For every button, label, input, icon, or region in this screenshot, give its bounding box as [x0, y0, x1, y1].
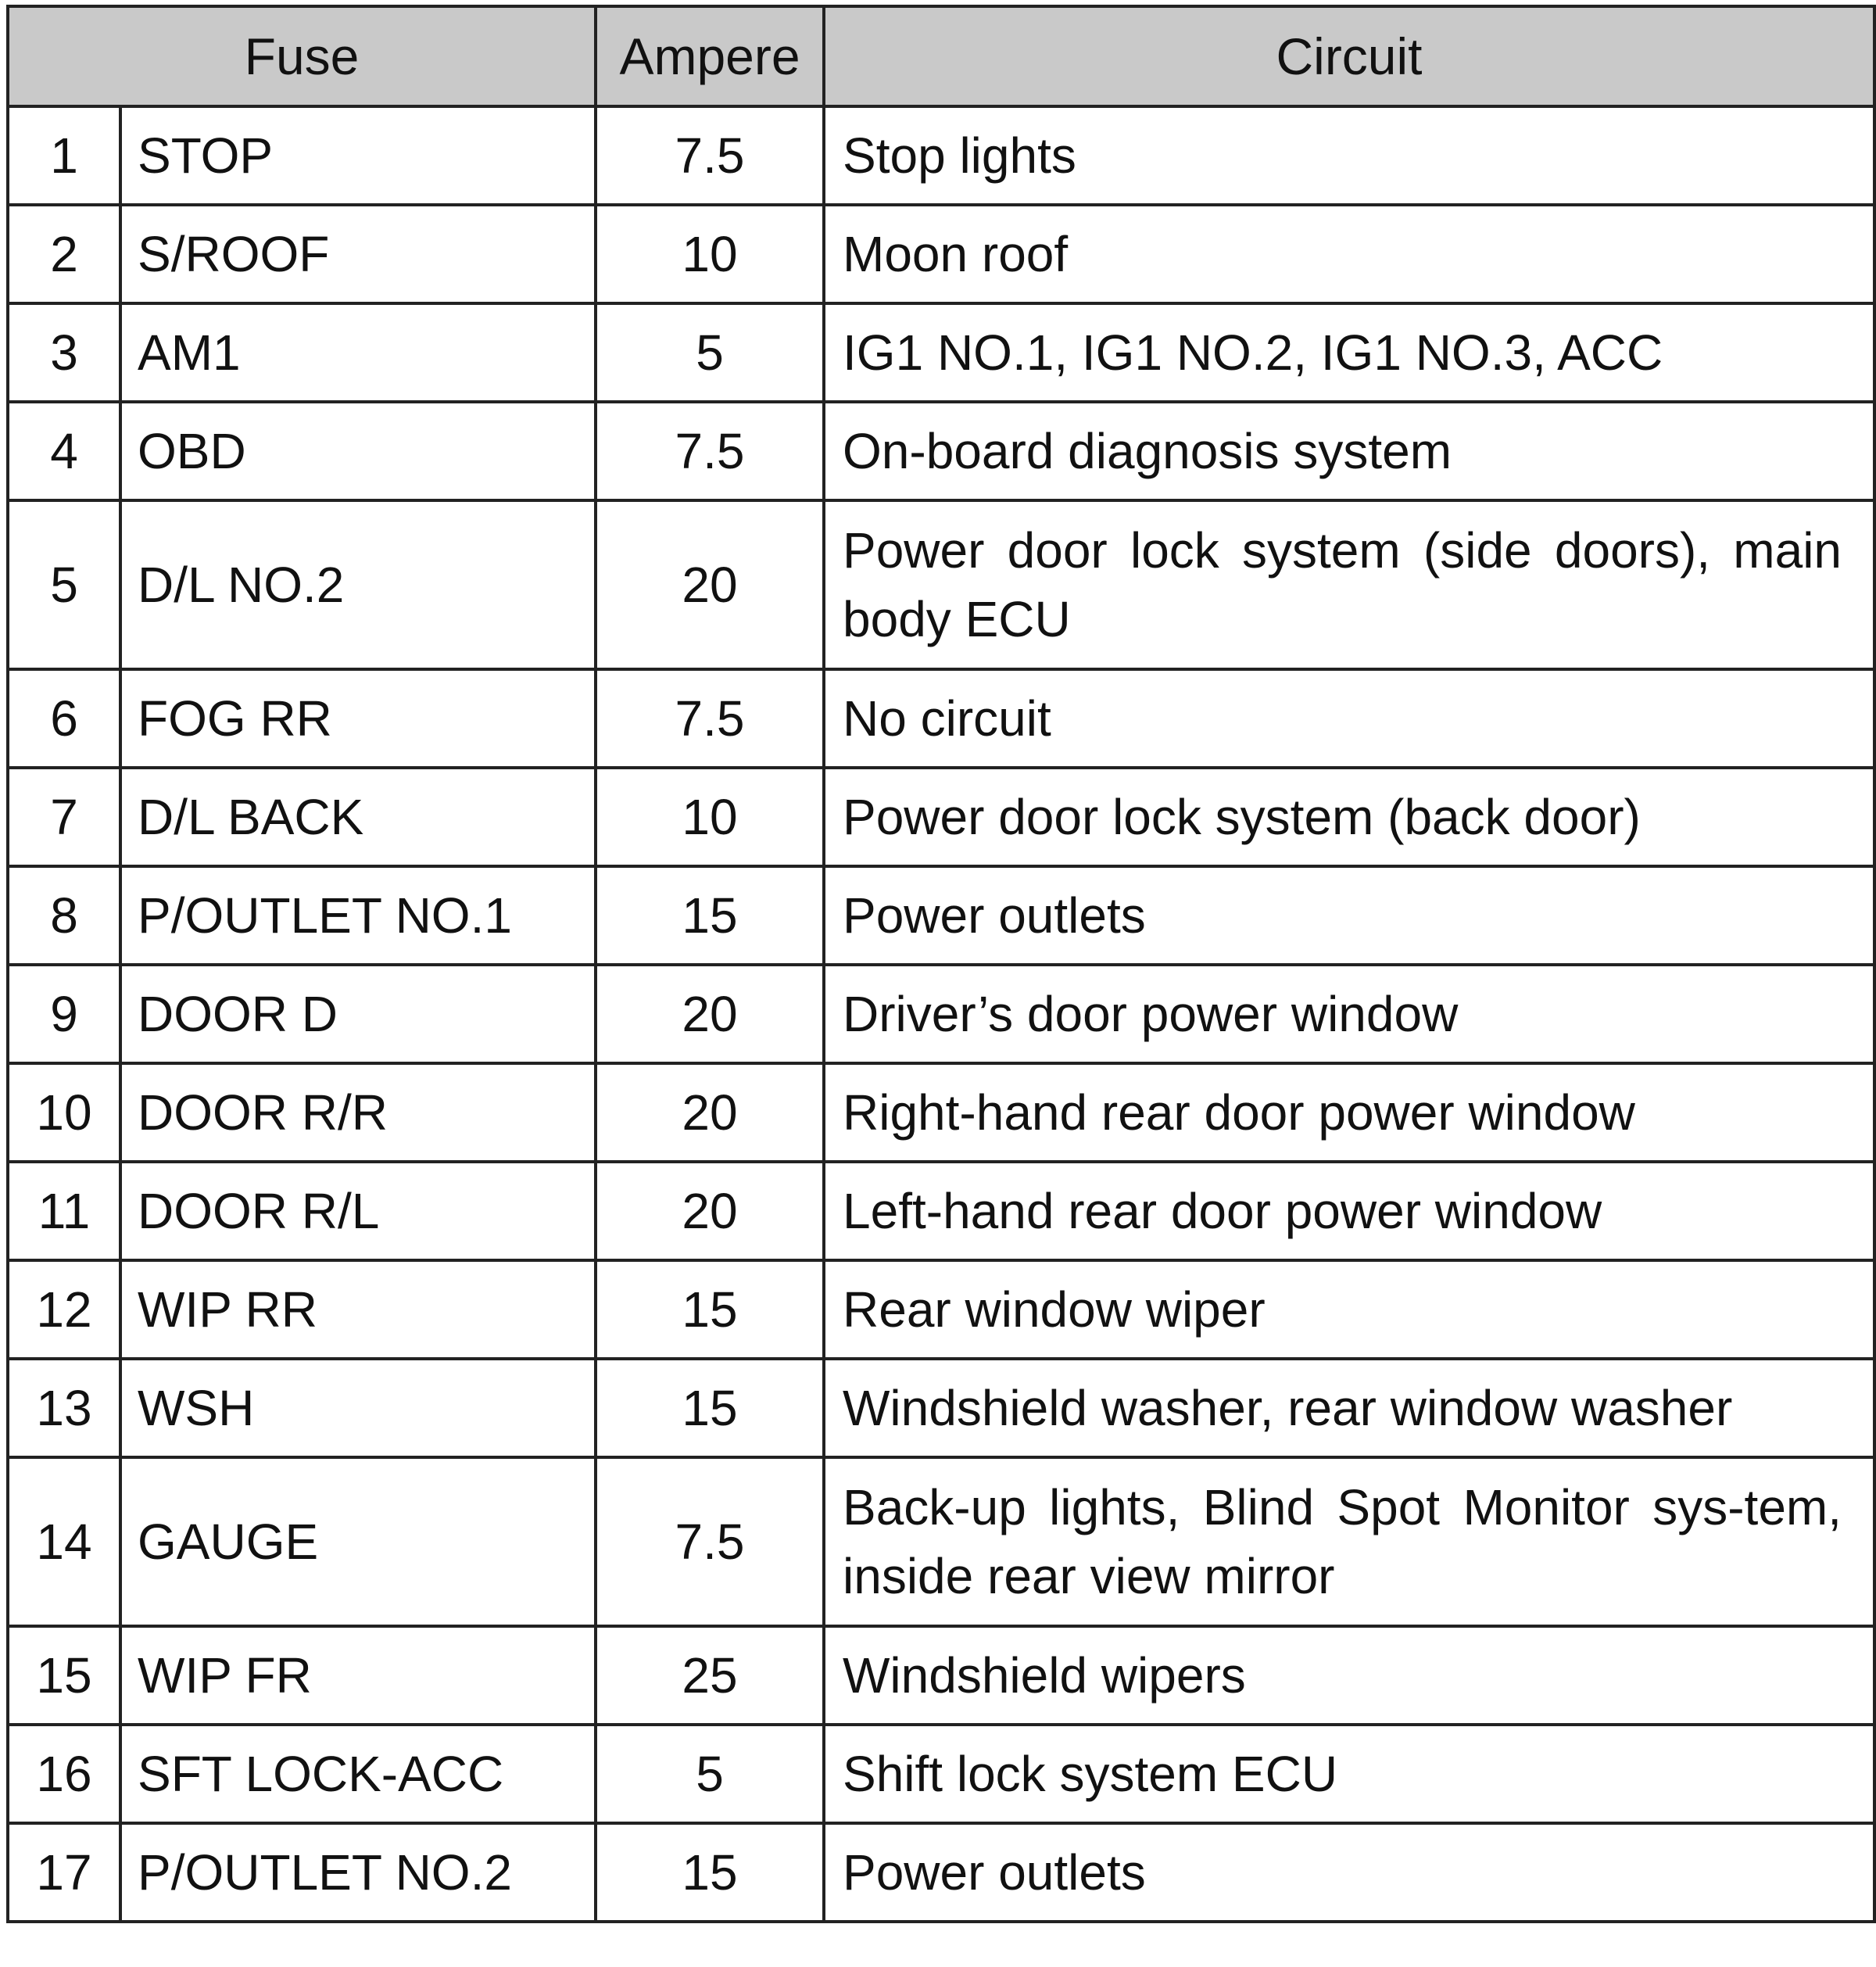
fuse-number: 6 — [8, 669, 120, 768]
fuse-name: OBD — [120, 402, 596, 500]
fuse-name: WIP RR — [120, 1260, 596, 1359]
fuse-circuit: On-board diagnosis system — [824, 402, 1874, 500]
fuse-name: P/OUTLET NO.2 — [120, 1823, 596, 1922]
fuse-number: 14 — [8, 1457, 120, 1626]
fuse-number: 7 — [8, 768, 120, 866]
fuse-ampere: 25 — [596, 1626, 824, 1725]
table-row — [8, 768, 1874, 866]
table-row — [8, 106, 1874, 205]
fuse-name: S/ROOF — [120, 205, 596, 303]
table-row — [8, 1359, 1874, 1457]
fuse-number: 15 — [8, 1626, 120, 1725]
fuse-ampere: 7.5 — [596, 1457, 824, 1626]
table-row — [8, 669, 1874, 768]
fuse-ampere: 5 — [596, 303, 824, 402]
fuse-number: 3 — [8, 303, 120, 402]
fuse-number: 11 — [8, 1162, 120, 1260]
fuse-number: 2 — [8, 205, 120, 303]
fuse-circuit: Right-hand rear door power window — [824, 1063, 1874, 1162]
fuse-circuit: Left-hand rear door power window — [824, 1162, 1874, 1260]
fuse-circuit: Stop lights — [824, 106, 1874, 205]
fuse-ampere: 15 — [596, 866, 824, 965]
fuse-name: P/OUTLET NO.1 — [120, 866, 596, 965]
fuse-ampere: 7.5 — [596, 669, 824, 768]
fuse-ampere: 20 — [596, 500, 824, 669]
fuse-circuit: Driver’s door power window — [824, 965, 1874, 1063]
fuse-number: 17 — [8, 1823, 120, 1922]
fuse-ampere: 15 — [596, 1359, 824, 1457]
fuse-number: 12 — [8, 1260, 120, 1359]
fuse-circuit: Moon roof — [824, 205, 1874, 303]
table-row — [8, 500, 1874, 669]
fuse-number: 10 — [8, 1063, 120, 1162]
fuse-ampere: 7.5 — [596, 106, 824, 205]
table-row — [8, 303, 1874, 402]
fuse-ampere: 5 — [596, 1725, 824, 1823]
fuse-ampere: 15 — [596, 1823, 824, 1922]
table-row — [8, 1162, 1874, 1260]
fuse-ampere: 10 — [596, 768, 824, 866]
fuse-number: 9 — [8, 965, 120, 1063]
fuse-circuit: Shift lock system ECU — [824, 1725, 1874, 1823]
fuse-circuit: Power door lock system (back door) — [824, 768, 1874, 866]
header-circuit: Circuit — [824, 6, 1874, 106]
fuse-ampere: 20 — [596, 1162, 824, 1260]
table-row — [8, 1457, 1874, 1626]
fuse-name: DOOR D — [120, 965, 596, 1063]
fuse-circuit: IG1 NO.1, IG1 NO.2, IG1 NO.3, ACC — [824, 303, 1874, 402]
fuse-circuit: Back-up lights, Blind Spot Monitor sys-tem, inside rear view mirror — [824, 1457, 1874, 1626]
table-row — [8, 402, 1874, 500]
fuse-number: 13 — [8, 1359, 120, 1457]
fuse-name: D/L BACK — [120, 768, 596, 866]
fuse-name: GAUGE — [120, 1457, 596, 1626]
fuse-circuit: Rear window wiper — [824, 1260, 1874, 1359]
header-ampere: Ampere — [596, 6, 824, 106]
fuse-number: 4 — [8, 402, 120, 500]
header-row — [8, 6, 1874, 106]
fuse-table — [6, 5, 1876, 1923]
table-row — [8, 205, 1874, 303]
fuse-name: AM1 — [120, 303, 596, 402]
fuse-name: WIP FR — [120, 1626, 596, 1725]
fuse-circuit: Power door lock system (side doors), main body ECU — [824, 500, 1874, 669]
table-row — [8, 965, 1874, 1063]
fuse-number: 8 — [8, 866, 120, 965]
fuse-number: 5 — [8, 500, 120, 669]
header-fuse: Fuse — [8, 6, 596, 106]
fuse-ampere: 10 — [596, 205, 824, 303]
table-row — [8, 1260, 1874, 1359]
fuse-circuit: No circuit — [824, 669, 1874, 768]
fuse-number: 16 — [8, 1725, 120, 1823]
table-row — [8, 1626, 1874, 1725]
fuse-ampere: 20 — [596, 1063, 824, 1162]
fuse-ampere: 7.5 — [596, 402, 824, 500]
fuse-name: DOOR R/R — [120, 1063, 596, 1162]
fuse-name: DOOR R/L — [120, 1162, 596, 1260]
table-row — [8, 1063, 1874, 1162]
fuse-name: D/L NO.2 — [120, 500, 596, 669]
table-row — [8, 1725, 1874, 1823]
fuse-name: SFT LOCK-ACC — [120, 1725, 596, 1823]
fuse-name: FOG RR — [120, 669, 596, 768]
fuse-name: STOP — [120, 106, 596, 205]
fuse-circuit: Windshield wipers — [824, 1626, 1874, 1725]
fuse-circuit: Windshield washer, rear window washer — [824, 1359, 1874, 1457]
fuse-circuit: Power outlets — [824, 866, 1874, 965]
fuse-ampere: 15 — [596, 1260, 824, 1359]
table-row — [8, 1823, 1874, 1922]
fuse-circuit: Power outlets — [824, 1823, 1874, 1922]
fuse-ampere: 20 — [596, 965, 824, 1063]
fuse-number: 1 — [8, 106, 120, 205]
fuse-name: WSH — [120, 1359, 596, 1457]
table-row — [8, 866, 1874, 965]
